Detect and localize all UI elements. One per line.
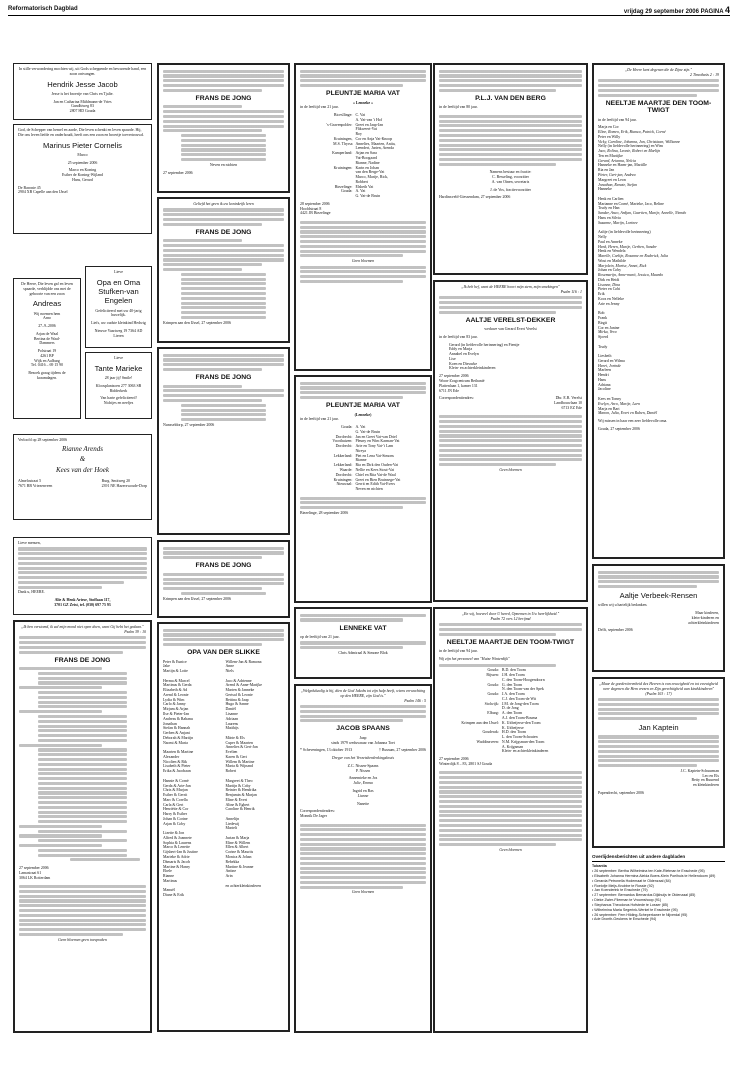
list-item: Henk, Heren, Marije, Gerben, Sander [598,244,657,249]
list-item: Margreet en Leon [598,177,626,182]
list-item: Martine & Hanry [163,864,191,869]
family-row: Waddinxveen: N.M. Krijgsman-den Toom [476,739,545,744]
deceased-name: FRANS DE JONG [195,562,252,570]
list-item: Jaco & Adrienne [225,678,252,683]
family-row: Neven en nichten [355,487,383,492]
list-item: Jonathan, Renate, Stefan [598,182,637,187]
family-row: van den Berge-Vat [355,170,385,175]
family-list [439,668,582,754]
list-item: Dirk en Heidi [598,277,620,282]
family-row: Bijssen: J.H. den Toom [486,673,525,678]
page-number: 4 [724,5,730,15]
obituary-list-item: • Roelofje Meijs-Knobbe te Rossie (92) [592,883,654,888]
family-row: Vat-Boogaard [355,156,378,161]
family-row: Dordrecht: Chiel en Rita Vat-de Waal [335,472,396,477]
family-row: A. Vat-van 't Hof [355,117,382,122]
family-row: Roy [355,132,362,137]
family-row: Lekkerland: Piet en Lena Vat-Simons [333,453,394,458]
list-item: Caroline & Henrik [225,807,255,812]
list-item: Laurens [225,721,239,726]
family-row: Robbert [355,179,368,184]
obituary-frans-de-jong-3: Geliefd het geen ik uw koninkrijk leren FRANS DE JONG Krimpen aan den IJssel, 27 september 2006 [157,197,290,343]
family-row: Klein- en achterkleinkinderen [501,749,549,754]
list-item: Eline, Romeo, Erik, Bianca, Patrick, Corné [598,130,666,135]
family-row: Rianne, Nadine [355,160,380,165]
obituary-jan-kaptein: „Maar de goedertierenheid des Heeren is van eeuwigheid en tot eeuwigheid over degenen die Hem vrezen en Zijn gerechtigheid aan kindskinderen" (Psalm 103 : 17) Jan Kaptein J.C. Kaptein-Schuurman Leo en Els Betty en Buurend en kleinkinderen Papendrecht, september 2006 [592,677,725,848]
list-item: Manon, Julia, Evert en Ruben, Daniël [598,411,658,416]
list-item: Elizabeth & Ad [163,688,188,693]
list-item: Nelly (in liefdevolle herinnering) en Wim [598,144,663,149]
list-item: Annabel en Evelyn [449,352,479,357]
list-item: Bettina & Jaap [225,697,249,702]
family-row: Gouderak: H.D. den Toom [482,730,526,735]
list-item: Marleen [598,368,611,373]
list-item: Ten en Martijke [598,153,623,158]
family-row: Voorthuizen: Pleuny en Wim Karman-Vat [332,439,400,444]
family-row: Waarde: Nellie en Kees Stout-Vat [339,468,395,473]
list-item: Maarten & Martine [163,750,194,755]
obituary-lenneke-vat: LENNEKE VAT op de leeftijd van 21 jaar. Chris Admiraal & Simone Blok [294,607,432,679]
list-item: Arie en Jenny [598,301,620,306]
list-item: Corine & Maurits [225,850,254,855]
list-item: Evelyn, Arco, Marije, Larn [598,401,640,406]
list-item: Liedewij [225,821,240,826]
list-item: Marco & Lenette [163,845,190,850]
list-item: en achterkleinkinderen [225,883,262,888]
list-item: Marja en Bart [598,406,620,411]
list-item: Ilse & Pieter-Jan [163,712,190,717]
list-item: Ria en Jan [598,168,615,173]
list-item: Arin [225,874,233,879]
list-item: Lisabeth & Pieter [163,764,191,769]
family-row: Dordrecht: Jan en Greet Vat-van Driel [335,434,397,439]
family-row: Flikweert-Vat [355,127,377,132]
obituary-list-item: • 26 september: Fem Hilding-Scheperkaner te Nijverdal (95) [592,912,688,917]
newspaper-name: Reformatorisch Dagblad [8,6,78,12]
list-item: Lydia & Wim [163,697,185,702]
deceased-name: FRANS DE JONG [54,656,111,664]
list-item: Deborah & Martijn [163,735,194,740]
list-item: Aaltje (in liefdevolle herinnering) [598,230,651,235]
list-item: Willem & Martine [225,759,255,764]
list-item: Gerben & Anjani [163,731,190,736]
list-item: Hendri [598,373,609,378]
list-item: Sjoerd [598,335,609,340]
obituary-frans-de-jong-2: FRANS DE JONG Neven en nichten 27 september 2006 [157,63,290,193]
family-list-left [163,660,222,898]
list-item: Antine [225,869,237,874]
list-item: Liesbeth [598,354,612,359]
family-row: A.J. den Toom-Bouma [501,716,538,720]
obituary-frans-de-jong-4: FRANS DE JONG Nunsseldorp, 27 september 2006 [157,347,290,535]
list-item: Marieke & Adrie [163,854,190,859]
list-item: Sophia & Laurens [163,840,192,845]
list-item: Ebele [163,869,172,874]
list-item: Hanneke [598,187,612,192]
family-list [598,125,719,416]
deceased-name: PLEUNTJE MARIA VAT [326,402,400,410]
family-row: Gouda: G. den Toom [487,682,523,687]
list-item: Pieter en Cobi [598,287,621,292]
deceased-name: NEELTJE MAARTJE DEN TOOM-TWIGT [605,99,712,115]
list-item: Naomi & Maria [163,740,188,745]
birth-notice-marinus: God, de Schepper van hemel en aarde, Die leven schenkt en leven spaarde. Hij, Die ons leven liefde en onderhoudt, heeft ons een zoon en broertje toevertrouwd. Marinus Pieter Cornelis Marco 25 september 2006 Marco en Koning Esther de Koning-Wijland Hans, Gerard De Baronie 45 2904 XB Capelle aan den IJssel [13,124,152,234]
family-row: K. Uitbeijerse [501,725,524,730]
list-item: Marianne en Corné, Marieke, Jaco, Reline [598,201,664,206]
list-item: Arjan & Coby [163,821,186,826]
list-item: Martinus & Gerda [163,683,192,688]
family-row: Kamperland: Arjan en Sara [332,151,377,156]
list-item: Anne [225,664,234,669]
obituary-list-item: • Jan Koenderink te Enschede (79) [592,888,648,893]
list-item: Benjamin & Marjan [225,793,257,798]
list-item: Lizette & Jon [163,831,185,836]
list-item: Bob [598,311,605,316]
page-date: vrijdag 29 september 2006 PAGINA 4 [623,5,730,15]
list-item: Andreas & Rabanu [163,716,193,721]
list-item: Willem-Jan & Ramona [225,659,262,664]
family-row: Nieuwaal: Gerrit en Edith Vat-Evers [336,482,396,487]
deceased-name: OPA VAN DER SLIKKE [187,649,260,657]
list-item: Harry & Esther [163,812,187,817]
list-item: Marjolein, Marise, Annet, Rick [598,263,647,268]
family-row: Biezelinge: Elsbeth Vat [334,184,374,189]
family-row: L. den Toom-Schouten [501,735,538,740]
list-item: Jonathan [163,721,177,726]
deceased-name: LENNEKE VAT [339,624,387,632]
family-row: Gouda: B.D. den Toom [487,668,526,673]
list-item: Aline & Egbert [225,802,250,807]
family-list [439,343,582,372]
list-item: Hugo & Sanne [225,702,249,707]
deceased-name: P.L.J. VAN DEN BERG [475,94,546,102]
list-item: Suzanne, Marijn, Lorinee [598,220,638,225]
list-item: Adriana [598,382,611,387]
other-newspapers-obituaries: Overlijdensberichten uit andere dagbladen Tubantia • 26 september: Bertha Wilhelmina ten Kate-Rietman te Enschede (95) • Elisabeth Johanna Hermina Alelda Boers-Klein Poelhuis te Hellendoorn (89) • Gerarda Petronella Hodemaat te Oldenzaal (84) • Roelofje Meijs-Knobbe te Rossie (92) • Jan Koenderink te Enschede (79) • 27 september: Bernardus Bernardus Dijkhuijs te Oldenzaal (85) • Dieke Zwier-Flierman te Vroomshoop (91) • Stephanus Theodorus Hofstede te Losser (85) • Wilhelmina Maria Segerink-Werkel te Enschede (95) • 26 september: Fem Hilding-Scheperkaner te Nijverdal (95) • Ade Dronth-Geukens te Enschede (94) [592,854,725,1032]
deceased-name: JACOB SPAANS [336,725,390,733]
obituary-pleuntje-vat-2: PLEUNTJE MARIA VAT (Lenneke) in de leeftijd van 21 jaar. Gouda: A. Vat G. Vat-de Bruin Dordrecht: Jan en Greet Vat-van Driel Voorthuizen: Pleuny en Wim Karman-Vat Dordrecht: Arie en Tony Vat-'t Lam Nireya Lekkerland: Piet en Lena Vat-Simons Rianne Lekkerland: Ria en Dirk den Ouden-Vat Waarde: Nellie en Kees Stout-Vat Dordrecht: Chiel en Rita Vat-de Waal Kruiningen: Greet en Bien Bruinsege-Vat Nieuwaal: Gerrit en Edith Vat-Evers Neven en nichten Biezelinge, 28 september 2006 [294,375,432,603]
family-row: Gouda: J.A. den Toom [487,692,525,697]
congrats-opa-oma: Lieve Opa en Oma Stufken-van Engelen Gefeliciteerd met uw 40-jarig huwelijk. Liefs, uw oudste kleinkind Hedwig Nieuwe Vaartweg 19 7364 AD Lieren [85,266,152,348]
list-item: Nelly [598,234,607,239]
family-row: N. den Toom-van der Spek [501,687,544,692]
list-item: Hans en Silvia [598,215,621,220]
list-item: Peter & Eunice [163,659,187,664]
list-item: Trudy en Han [598,206,620,211]
list-item: Arend & Leonie [163,692,189,697]
list-item: Martinus [163,878,178,883]
obituary-van-den-berg: P.L.J. VAN DEN BERG in de leeftijd van 80 jaar. Namens bestuur en fractie: C. Besseling, voorzitter A. van Oinen, secretaris J. de Vos, fractievoorzitter Hardinxveld-Giessendam, 27 september 2006 [433,63,588,275]
list-item: Marta & Wijnand [225,764,253,769]
deceased-name: FRANS DE JONG [195,374,252,382]
family-row: Gouda: A. Vat [340,189,366,194]
list-item: Mirjam & Arjan [163,707,189,712]
obituary-neeltje-den-toom-1: „En wij, hoeveel door U heerd, Opnemen in Uw heerlijkheid." Psalm 72 vers 12 berijmd NEELTJE MAARTJE DEN TOOM-TWIGT in de leeftijd van 94 jaar. Wij zijn het personeel van "Huize Winterdijk" Gouda: B.D. den Toom Bijssen: J.H. den Toom C. den Toom-Hoogendoorn Gouda: G. den Toom N. den Toom-van der Spek Gouda: J.A. den Toom C.J. den Toom-de Wit Stolwijk: J.M. de Jong-den Toom D. de Jong Elburg: A. den Toom A.J. den Toom-Bouma Krimpen aan den IJssel: K. Uitbeijerse-den Toom K. Uitbeijerse Gouderak: H.D. den Toom L. den Toom-Schouten Waddinxveen: N.M. Krijgsman-den Toom A. Krijgsman Klein- en achterkleinkinderen 27 september 2006 Winterdijk 8 – 83, 2801 SJ Gouda Geen bloemen [433,607,588,1033]
list-item: Lise [449,356,456,361]
list-item: Jaco, Rolina, Leonie, Robert en Marlijn [598,149,661,154]
list-item: Evelien [225,750,238,755]
list-item: Jacoline [598,387,611,392]
list-item: Henk en Carlien [598,196,624,201]
list-item: Alfred & Joannete [163,835,192,840]
list-item: Eline & Evert [225,797,248,802]
family-row: Bicesllinge: C. Vat [333,113,366,118]
list-item: Mirka, Vera [598,330,617,335]
engagement-notice: Verloofd op 28 september 2006 Rianne Arends & Kees van der Hoek Almelostraat 5 7671 BB Vriezenveen Burg. Smitweg 20 2391 NE Hazerswoude-Dorp [13,434,152,520]
list-item: Dàmaris & Jacob [163,859,191,864]
family-row: Dordrecht: Arie en Tony Vat-'t Lam [335,444,394,449]
deceased-name: PLEUNTJE MARIA VAT [326,90,400,98]
list-item: Marc & Corella [163,797,188,802]
list-item: Hans [598,377,606,382]
list-item: Koos en Nelleke [598,296,624,301]
list-item: Arend & Anne-Marijke [225,683,263,688]
obituary-list-item: • Stephanus Theodorus Hofstede te Losser (85) [592,902,669,907]
family-row: Rianne [355,458,367,463]
deceased-name: Jan Kaptein [638,723,679,733]
congrats-tante-marieke: Lieve Tante Marieke 28 jaar jij! Smile! Kloosplantsoen 277 3063 SB Ridderkerk Van harte gefeliciteerd! Nichtjes en neefjes [85,352,152,419]
family-list [300,113,426,199]
list-item: Sander, Anco, Ardjan, Gaertien, Marije, Annelle, Niendo [598,211,687,216]
list-item: Annelies & Gert-Jan [225,745,258,750]
list-item: Daniël [225,707,236,712]
family-row: A. Krijgsman [501,744,524,749]
list-item: Annelijn [225,816,240,821]
family-row: C. den Toom-Hoogendoorn [501,677,545,682]
list-item: Gijsbert-Jan & Justine [163,850,198,855]
obituary-frans-de-jong-5: FRANS DE JONG Krimpen aan den IJssel, 27 september 2006 [157,540,290,618]
list-item: Robert [225,769,237,774]
family-row: G. Vat-de Bruin [355,429,381,434]
list-item: Koen en Dieuwke [449,361,478,366]
list-item: Marja en Cor [598,125,619,130]
list-item: Trudy [598,344,608,349]
obituary-aaltje-verelst: „Ik heb hef, want de HEERE hoort mijn stem, mijn smekingen" Psalm 116 : 1 AALTJE VERELST-DEKKER weduwe van Gerard Evert Verelst in de leeftijd van 83 jaar. Gerard (in liefdevolle herinnering) en Fientje Eddy en Marja Annabel en Evelyn Lise Koen en Dieuwke Klein- en achterkleinkinderen 27 september 2006 Woon-Zorgcentrum Bethanië Plattenlaan 1, kamer 131 6711 JN Ede Correspondentieadres: Dhr. E.B. Verelst Landbouwlaan 10 6713 EZ Ede Geen bloemen [433,280,588,602]
list-item: Gerda & Arie-Jan [163,783,191,788]
thank-you-notice: Lieve mensen, Dank u, HEERE. Alie & Henk Ariese, Stoffaan 117, 3701 GZ Zeist, tel. (030) 697 75 93 [13,537,152,615]
family-row: Elburg: A. den Toom [487,711,523,716]
family-row: Kruiningen, Cor en Anja Vat-Knoop [333,136,393,141]
baby-name: Marinus Pieter Cornelis [43,140,122,150]
list-item: Henk en Wendela [598,249,626,254]
obituary-frans-de-jong-1: „Ik ben verstomd, ik zal mijn mond niet open doen, want Gij hebt het gedaan." Psalm 39 : 10 FRANS DE JONG 27 september 2006 Lamastraat 61 3064 LK Rotterdam Geen bloemen geen toespraken [13,620,152,1033]
family-row: Krimpen aan den IJssel: K. Uitbeijerse-den Toom [461,720,541,725]
family-row: Leendert, Jurien, Arenda [355,146,394,151]
list-item: Frank [598,315,608,320]
list-item: Cor en Janine [598,325,620,330]
birth-notice-hendrik: In stille verwondering mochten wij, uit Gods scheppende en bewarende hand, een zoon ontvangen. Hendrik Jesse Jacob Jesse is het broertje van Chris en Tjalie. Jan en Catharina Mühlmann-de Vries Gandhiweg 83 2807 HD Gouda [13,63,152,120]
list-item: Martijn & Lotte [163,669,188,674]
list-item: Esther & Gerrit [163,793,188,798]
family-row: Nireya [355,448,367,453]
list-item: Rosemarijn, Anne-marit, Jessica, Maardo [598,273,664,278]
list-item: Marelle, Carlijn, Rosanne en Roderick, Julia [598,254,669,259]
list-item: Manuël [163,888,175,893]
list-item: Eline & Willem [225,840,251,845]
list-item: Kees en Tonny [598,397,622,401]
list-item: Erika & Jacobaan [163,769,191,774]
list-item: Wout en Mathilde [598,258,626,263]
list-item: Paul en Anneke [598,239,623,244]
list-item: Gertsaf & Leonie [225,692,253,697]
obituary-list-item: • Ade Dronth-Geukens te Enschede (94) [592,917,657,922]
list-item: Jake [163,664,170,669]
list-item: Lisanne, Dina [598,282,621,287]
list-item: Birgit [598,320,608,325]
thanks-aaltje-verbeek-card: Aaltje Verbeek-Rensen willen wij u hartelijk bedanken. Maar kinderen, klein-kinderen en achterkleinkinderen Delft, september 2006 [592,564,725,672]
obituary-pleuntje-vat-1: PLEUNTJE MARIA VAT « Lenneke » in de leeftijd van 21 jaar. Bicesllinge: C. Vat A. Vat-van 't Hof 's-Gravenpolder: Greet en Jaap-Jan Flikweert-Vat Roy Kruiningen, Cor en Anja Vat-Knoop M.S. Thyrsa Annelies, Maarten, Anita, Leendert, Jurien, Arenda Kamperland: Arjan en Sara Vat-Boogaard Rianne, Nadine Kruiningen: Karin en Johan van den Berge-Vat Marco, Marije, Rick, Robbert Biezelinge: Elsbeth Vat Gouda: A. Vat G. Vat-de Bruin 28 september 2006 Hoofdstraat 8 4421 JB Biezelinge Geen bloemen [294,63,432,371]
list-item: Gerard (in liefdevolle herinnering) en Fientje [449,342,520,347]
list-item: Reinier & Hendrika [225,788,257,793]
list-item: Ellen & Albert [225,845,249,850]
obituary-list-item: • 26 september: Bertha Wilhelmina ten Kate-Rietman te Enschede (95) [592,869,705,874]
list-item: Chris & Marjan [163,788,188,793]
baby-name: Hendrik Jesse Jacob [47,79,118,89]
list-item: Margreet & Theo [225,778,253,783]
family-row: Kruiningen: Greet en Bien Bruinsege-Vat [333,477,401,482]
obituary-jacob-spaans-main: „Welgelukzalig is hij, dien de God Jakobs tot zijn hulp heeft, wiens verwachting op den HEERE, zijn God is." Psalm 146 : 5 JACOB SPAANS Jaap sinds 1979 weduwnaar van Johanna Toet * Scheveningen, 13 oktober 1913 † Bussum, 27 september 2006 Dreger van het Verzetsherdenkingskruis Z.C. Nissen-Spaans P. Nissen Annemieke en Jos Julie, Emma Ingrid en Bas Lianne Nanette Correspondentieadres: Monnik De Jager Geen bloemen [294,684,432,1033]
obituary-opa-van-der-slikke [157,622,290,1032]
list-item: Matthijs [225,726,239,731]
list-item: Adriaan [225,716,239,721]
list-item: Nicolien & Rik [163,759,187,764]
deceased-name: FRANS DE JONG [195,228,252,236]
deceased-name: AALTJE VERELST-DEKKER [465,316,556,324]
list-item: Jurian & Marja [225,835,250,840]
list-item: Monica & Johan [225,854,252,859]
list-item: Gerard, Arianna, Nelcia [598,158,637,163]
family-row: Kruiningen: Karin en Johan [333,165,379,170]
list-item: Rebekka [225,859,240,864]
baby-name: Andreas [32,299,62,309]
list-item: Pieter, Gert-jan, Andrea [598,173,636,178]
list-item: Johan & Corine [163,816,188,821]
birth-notice-andreas: De Heere, Die leven gaf en leven spaarde, verblijdde ons met de geboorte van een zoon Andreas Wij noemen hem Arno 27–9–2006 Arjan de Waal Bertina de Waal- Dammers Polstraat 19 4261 BP Wijk en Aalburg Tel. 0416 – 69 15 90 Bezoek graag tijdens de kraamdagen. [13,278,81,419]
list-item: Klein- en achterkleinkinderen [449,366,496,371]
family-list [300,425,426,492]
list-item: Niels [225,669,234,674]
obituary-list-item: • Dieke Zwier-Flierman te Vroomshoop (91) [592,898,662,903]
list-item: Carlo & Janny [163,702,186,707]
family-row: Marco, Marije, Rick, [355,175,389,180]
list-item: Vicky, Caroline, Johanna, Jan, Christiaan, Willianne [598,139,681,144]
list-item: Martine & Jeanne [225,864,254,869]
family-row: D. de Jong [501,706,519,711]
list-item: Hanneke en Harm-jan, Martille [598,163,647,168]
obituary-list-item: • 27 september: Bernardus Bernardus Dijkhuijs te Oldenzaal (85) [592,893,696,898]
family-row: Lekkerland: Ria en Dirk den Ouden-Vat [333,463,399,468]
list-item: Lisanne [225,712,238,717]
list-item: Cuper & Maarten [225,740,253,745]
obituary-list-item: • Elisabeth Johanna Hermina Alelda Boers-Klein Poelhuis te Hellendoorn (89) [592,873,716,878]
family-row: Gouda: A. Vat [340,425,366,430]
list-item: Rianne [163,874,175,879]
family-row: 's-Gravenpolder: Greet en Jaap-Jan [326,122,384,127]
list-item: Erik [598,292,605,297]
list-item: Eddy en Marja [449,347,473,352]
family-row: Stolwijk: J.M. de Jong-den Toom [484,701,539,706]
list-item: Hannie & Cornè [163,778,189,783]
list-item: Martijn & Coby [225,783,251,788]
list-item: Henri, Jorinde [598,363,621,368]
obituary-list-item: • Wilhelmina Maria Segerink-Werkel te Enschede (95) [592,907,678,912]
list-item: Henriëtte & Cor [163,807,189,812]
family-row: G. Vat-de Bruin [355,194,381,199]
obituary-neeltje-den-toom-2: „De Heere kent degenen die de Zijne zijn." 2 Timotheüs 2 : 19 NEELTJE MAARTJE DEN TOOM-TWIGT in de leeftijd van 94 jaar. Marja en Cor Eline, Romeo, Erik, Bianca, Patrick, Corné Peter en Willy Vicky, Caroline, Johanna, Jan, Christiaan, Willianne Nelly (in liefdevolle herinnering) en Wim Jaco, Rolina, Leonie, Robert en Marlijn Ten en Martijke Gerard, Arianna, Nelcia Hanneke en Harm-jan, Martille Ria en Jan Pieter, Gert-jan, Andrea Margreet en Leon Jonathan, Renate, Stefan Hanneke Henk en Carlien Marianne en Corné, Marieke, Jaco, Reline Trudy en Han Sander, Anco, Ardjan, Gaertien, Marije, Annelle, Niendo Hans en Silvia Suzanne, Marijn, Lorinee Aaltje (in liefdevolle herinnering) Nelly Paul en Anneke Henk, Heren, Marije, Gerben, Sander Henk en Wendela Marelle, Carlijn, Rosanne en Roderick, Julia Wout en Mathilde Marjolein, Marise, Annet, Rick Johan en Coby Rosemarijn, Anne-marit, Jessica, Maardo Dirk en Heidi Lisanne, Dina Pieter en Cobi Erik Koos en Nelleke Arie en Jenny Bob Frank Birgit Cor en Janine Mirka, Vera Sjoerd Trudy Liesbeth Gerard en Wilma Henri, Jorinde Marleen Hendri Hans Adriana Jacoline Kees en Tonny Evelyn, Arco, Marije, Larn Marja en Bart Manon, Julia, Evert en Ruben, Daniël Wij missen in haar een zeer liefdevolle oma. Gouda, 27 september 2006 [592,63,725,559]
list-item: Alexander [163,754,180,759]
list-item: Karen & Gert [225,754,247,759]
person-name: Aaltje Verbeek-Rensen [619,591,698,601]
list-item: Herma & Marcel [163,678,190,683]
family-row: C.J. den Toom-de Wit [501,696,537,701]
list-item: Carla & Gert [163,802,184,807]
list-item: Gerard en Wilma [598,358,625,363]
deceased-name: NEELTJE MAARTJE DEN TOOM-TWIGT [446,638,575,646]
deceased-name: FRANS DE JONG [195,94,252,102]
list-item: Diane & Erik [163,893,184,898]
list-item: Martelt [225,826,237,831]
list-item: Marten & Janneke [225,688,255,693]
page-header [8,4,730,16]
family-list-right [226,660,285,898]
list-item: Stefan & Hannah [163,726,191,731]
list-item: Märte & Els [225,735,245,740]
obituary-list-item: • Gerarda Petronella Hodemaat te Oldenzaal (84) [592,878,671,883]
list-item: Johan en Coby [598,268,622,273]
family-row: M.S. Thyrsa Annelies, Maarten, Anita, [333,141,396,146]
list-item: Peter en Willy [598,134,621,139]
